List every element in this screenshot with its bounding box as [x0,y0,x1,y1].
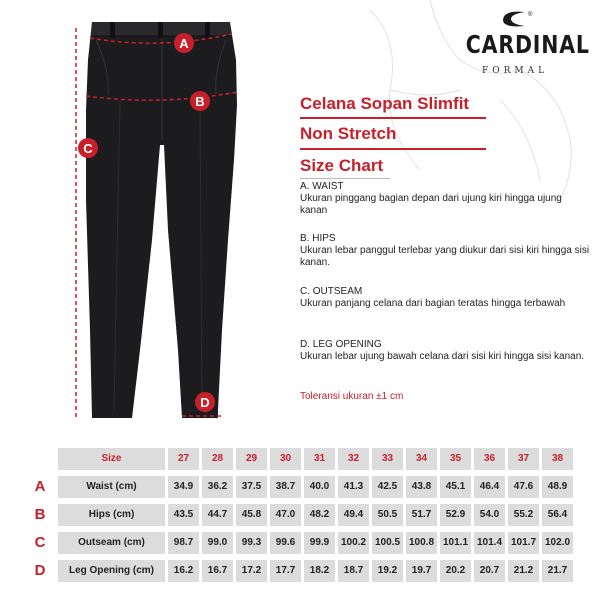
definition-leg-opening [300,339,590,363]
header-size: 31 [304,448,335,470]
definition-heading: D. LEG OPENING [300,339,382,350]
svg-text:A: A [179,36,189,51]
table-cell: 101.4 [474,532,505,554]
table-cell: 52.9 [440,504,471,526]
header-size: 32 [338,448,369,470]
table-cell: 41.3 [338,476,369,498]
row-letter: C [26,532,54,554]
table-row [26,560,574,582]
row-label: Hips (cm) [58,504,165,526]
header-size: 33 [372,448,403,470]
crescent-logo-icon [495,8,535,30]
table-cell: 43.8 [406,476,437,498]
definition-body: Ukuran lebar ujung bawah celana dari sisi kiri hingga sisi kanan. [300,351,585,362]
row-label: Leg Opening (cm) [58,560,165,582]
table-cell: 42.5 [372,476,403,498]
header-size: 36 [474,448,505,470]
definition-heading: B. HIPS [300,233,336,244]
table-cell: 51.7 [406,504,437,526]
definition-outseam [300,286,590,310]
table-cell: 17.7 [270,560,301,582]
definition-waist [300,181,590,217]
table-cell: 17.2 [236,560,267,582]
brand-name: CARDINAL [465,30,590,59]
marker-d [195,392,215,412]
row-label: Waist (cm) [58,476,165,498]
table-cell: 21.7 [542,560,573,582]
table-cell: 43.5 [168,504,199,526]
table-cell: 16.7 [202,560,233,582]
table-cell: 100.8 [406,532,437,554]
table-cell: 45.1 [440,476,471,498]
table-row [26,504,574,526]
definition-body: Ukuran pinggang bagian depan dari ujung kiri hingga ujung kanan [300,193,562,216]
table-cell: 44.7 [202,504,233,526]
title-size-chart: Size Chart [300,156,384,175]
title-divider [300,148,486,150]
title-product-name: Celana Sopan Slimfit [300,94,470,113]
table-cell: 99.6 [270,532,301,554]
table-cell: 101.7 [508,532,539,554]
table-cell: 102.0 [542,532,573,554]
table-cell: 47.0 [270,504,301,526]
table-cell: 34.9 [168,476,199,498]
table-cell: 99.3 [236,532,267,554]
table-cell: 48.2 [304,504,335,526]
table-cell: 19.2 [372,560,403,582]
table-cell: 99.0 [202,532,233,554]
table-cell: 54.0 [474,504,505,526]
title-product-type: Non Stretch [300,124,397,143]
table-cell: 16.2 [168,560,199,582]
header-size: 28 [202,448,233,470]
svg-text:C: C [83,141,93,156]
header-size: 34 [406,448,437,470]
table-cell: 46.4 [474,476,505,498]
table-row [26,476,574,498]
pants-illustration [0,0,300,440]
table-cell: 101.1 [440,532,471,554]
header-size: 27 [168,448,199,470]
table-cell: 40.0 [304,476,335,498]
definition-body: Ukuran panjang celana dari bagian teratas hingga terbawah [300,298,566,309]
svg-text:®: ® [528,12,533,18]
header-size: 37 [508,448,539,470]
table-cell: 18.2 [304,560,335,582]
definition-heading: C. OUTSEAM [300,286,363,297]
table-cell: 48.9 [542,476,573,498]
table-cell: 56.4 [542,504,573,526]
tolerance-note: Toleransi ukuran ±1 cm [300,391,404,402]
table-cell: 45.8 [236,504,267,526]
header-size-label: Size [58,448,165,470]
row-letter: B [26,504,54,526]
header-size: 29 [236,448,267,470]
table-cell: 100.2 [338,532,369,554]
table-cell: 19.7 [406,560,437,582]
table-cell: 36.2 [202,476,233,498]
row-letter: D [26,560,54,582]
brand-logo [455,8,590,80]
row-letter: A [26,476,54,498]
table-cell: 50.5 [372,504,403,526]
marker-b [190,91,210,111]
title-divider [300,178,390,179]
marker-c [78,138,98,158]
header-size: 35 [440,448,471,470]
header-size: 30 [270,448,301,470]
definition-hips [300,233,590,269]
pants-figure [0,0,300,440]
table-cell: 38.7 [270,476,301,498]
marker-a [174,33,194,53]
table-cell: 99.9 [304,532,335,554]
table-row [26,532,574,554]
table-cell: 20.7 [474,560,505,582]
table-header-row [26,448,574,470]
table-cell: 100.5 [372,532,403,554]
svg-text:B: B [195,94,205,109]
table-cell: 20.2 [440,560,471,582]
table-cell: 47.6 [508,476,539,498]
table-cell: 98.7 [168,532,199,554]
definition-heading: A. WAIST [300,181,344,192]
svg-text:D: D [200,395,210,410]
table-cell: 37.5 [236,476,267,498]
table-cell: 21.2 [508,560,539,582]
table-cell: 55.2 [508,504,539,526]
definition-body: Ukuran lebar panggul terlebar yang diukur dari sisi kiri hingga sisi kanan. [300,245,590,268]
title-divider [300,117,486,119]
header-size: 38 [542,448,573,470]
row-label: Outseam (cm) [58,532,165,554]
table-cell: 18.7 [338,560,369,582]
table-cell: 49.4 [338,504,369,526]
brand-subtitle: FORMAL [481,66,549,76]
